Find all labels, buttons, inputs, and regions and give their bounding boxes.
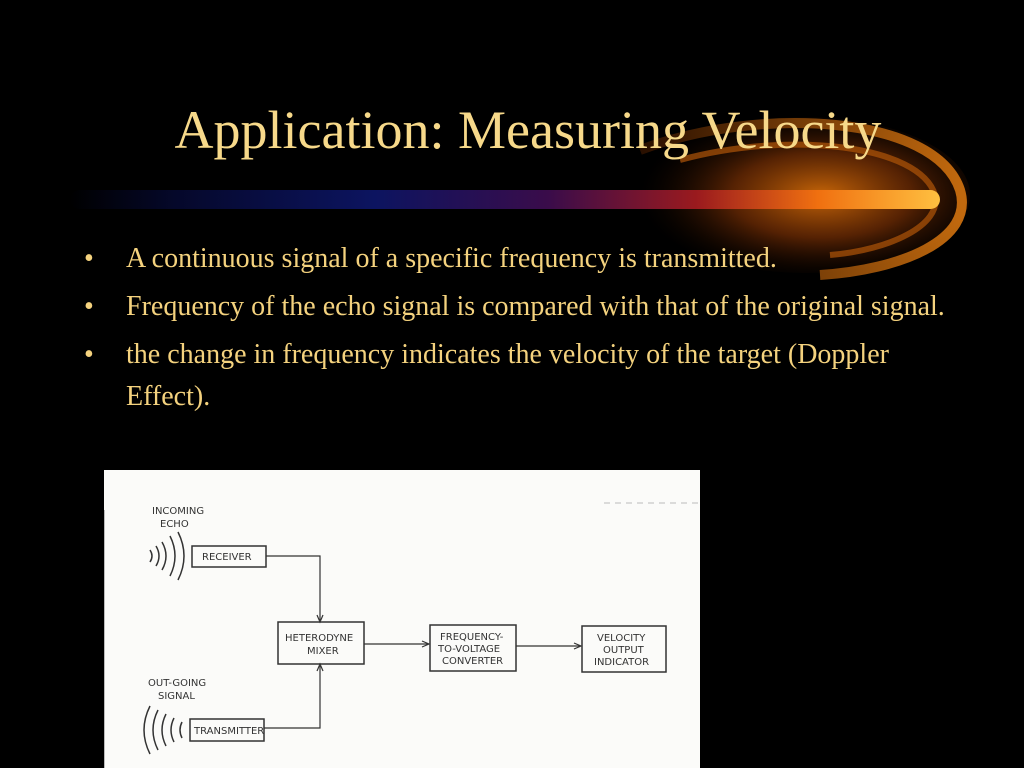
outgoing-label-line2: SIGNAL: [158, 691, 195, 702]
indicator-label-line2: OUTPUT: [603, 645, 644, 656]
mixer-label-line1: HETERODYNE: [285, 633, 354, 644]
indicator-label-line1: VELOCITY: [597, 633, 646, 644]
indicator-label-line3: INDICATOR: [594, 657, 650, 668]
outgoing-label-line1: OUT-GOING: [148, 678, 207, 689]
diagram-canvas: [104, 470, 700, 768]
converter-label-line2: TO-VOLTAGE: [438, 644, 501, 655]
receiver-to-mixer-line: [266, 556, 320, 620]
outgoing-wave-icon: [144, 706, 182, 754]
transmitter-to-mixer-line: [264, 666, 320, 728]
bullet-text: A continuous signal of a specific frequency is transmitted.: [126, 243, 777, 274]
receiver-label: RECEIVER: [202, 552, 252, 563]
incoming-label-line1: INCOMING: [152, 506, 205, 517]
incoming-label-line2: ECHO: [160, 519, 189, 530]
bullet-text: the change in frequency indicates the velocity of the target (Doppler Effect).: [126, 339, 889, 412]
bullet-item: [84, 238, 954, 280]
transmitter-label: TRANSMITTER: [194, 726, 265, 737]
converter-label-line1: FREQUENCY-: [440, 632, 504, 643]
swoosh-bar: [70, 190, 940, 209]
doppler-block-diagram: [104, 470, 700, 768]
converter-label-line3: CONVERTER: [442, 656, 504, 667]
bullet-item: [84, 286, 954, 328]
slide-title: Application: Measuring Velocity: [174, 100, 882, 160]
bullet-glyph: •: [84, 243, 94, 274]
bullet-glyph: •: [84, 291, 94, 322]
incoming-wave-icon: [150, 532, 184, 580]
mixer-label-line2: MIXER: [307, 646, 339, 657]
bullet-item: [84, 334, 954, 418]
bullet-glyph: •: [84, 339, 94, 370]
bullet-list: [84, 238, 954, 424]
bullet-text: Frequency of the echo signal is compared with that of the original signal.: [126, 291, 945, 322]
